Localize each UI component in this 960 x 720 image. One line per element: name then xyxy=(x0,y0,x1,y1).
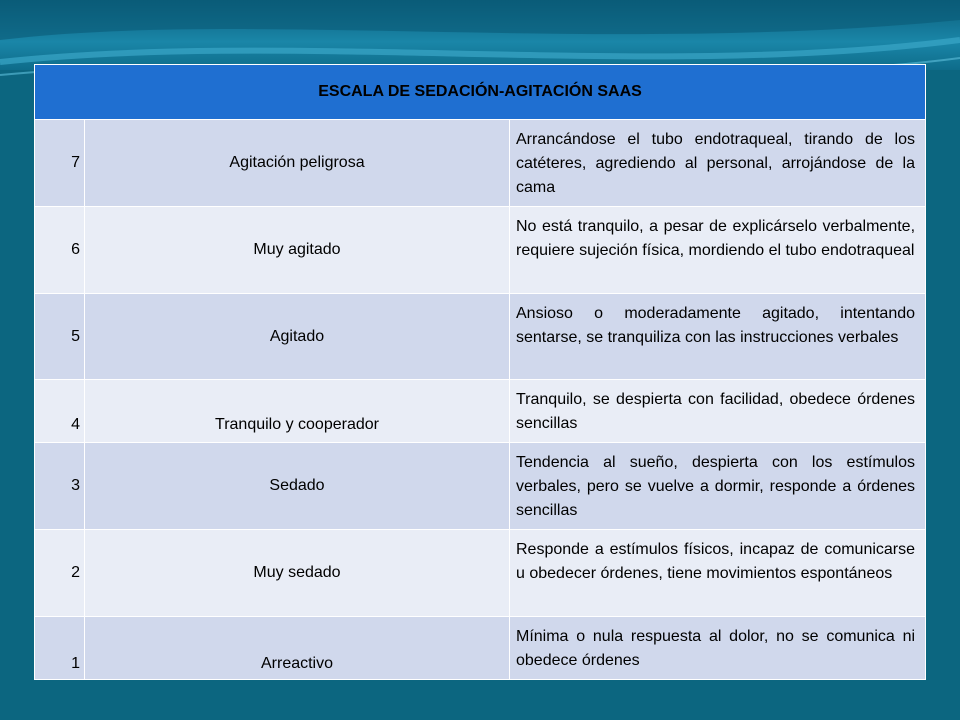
score-cell: 5 xyxy=(35,294,85,380)
table-row xyxy=(35,530,926,617)
level-cell: Tranquilo y cooperador xyxy=(85,380,510,443)
table-row xyxy=(35,380,926,443)
table-row xyxy=(35,207,926,294)
description-cell: Responde a estímulos físicos, incapaz de comunicarse u obedecer órdenes, tiene movimientos espontáneos xyxy=(510,530,926,617)
description-cell: Mínima o nula respuesta al dolor, no se comunica ni obedece órdenes xyxy=(510,617,926,680)
description-cell: Tendencia al sueño, despierta con los estímulos verbales, pero se vuelve a dormir, responde a órdenes sencillas xyxy=(510,443,926,530)
score-cell: 1 xyxy=(35,617,85,680)
level-cell: Muy sedado xyxy=(85,530,510,617)
table-header-row xyxy=(35,65,926,120)
table-title: ESCALA DE SEDACIÓN-AGITACIÓN SAAS xyxy=(35,65,926,120)
description-cell: No está tranquilo, a pesar de explicárselo verbalmente, requiere sujeción física, mordiendo el tubo endotraqueal xyxy=(510,207,926,294)
description-cell: Tranquilo, se despierta con facilidad, obedece órdenes sencillas xyxy=(510,380,926,443)
table-row xyxy=(35,120,926,207)
level-cell: Muy agitado xyxy=(85,207,510,294)
score-cell: 4 xyxy=(35,380,85,443)
description-cell: Arrancándose el tubo endotraqueal, tirando de los catéteres, agrediendo al personal, arrojándose de la cama xyxy=(510,120,926,207)
sedation-agitation-scale-table xyxy=(34,64,926,680)
score-cell: 3 xyxy=(35,443,85,530)
level-cell: Agitación peligrosa xyxy=(85,120,510,207)
table-row xyxy=(35,294,926,380)
level-cell: Arreactivo xyxy=(85,617,510,680)
score-cell: 7 xyxy=(35,120,85,207)
level-cell: Sedado xyxy=(85,443,510,530)
description-cell: Ansioso o moderadamente agitado, intentando sentarse, se tranquiliza con las instrucciones verbales xyxy=(510,294,926,380)
score-cell: 6 xyxy=(35,207,85,294)
level-cell: Agitado xyxy=(85,294,510,380)
table-row xyxy=(35,443,926,530)
table-row xyxy=(35,617,926,680)
score-cell: 2 xyxy=(35,530,85,617)
